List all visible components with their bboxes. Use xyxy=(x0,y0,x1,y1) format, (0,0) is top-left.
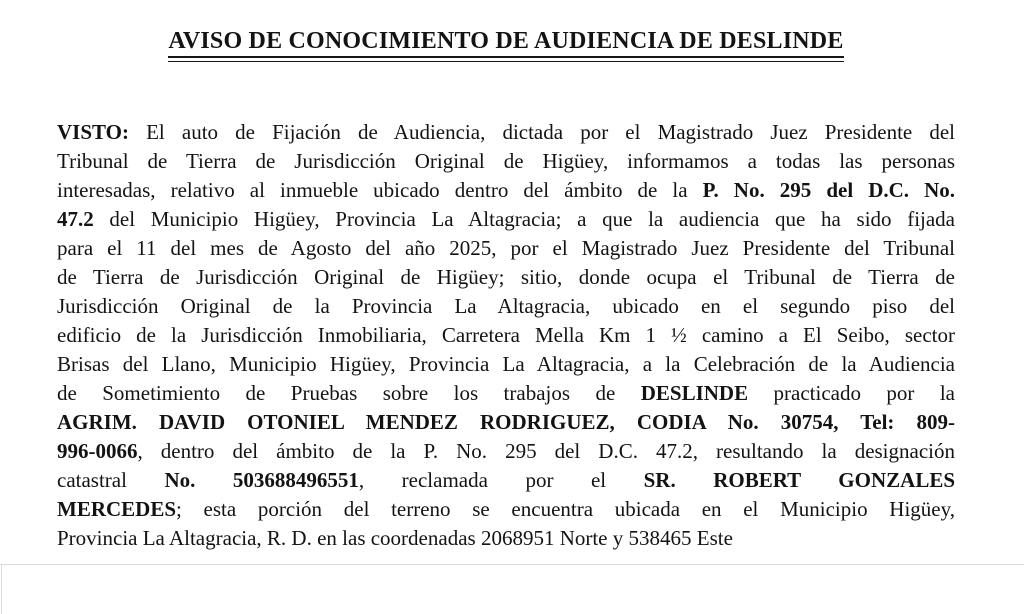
text-line xyxy=(57,437,955,466)
text-segment: catastral xyxy=(57,468,165,492)
bold-text-segment: VISTO: xyxy=(57,120,129,144)
text-line xyxy=(57,524,955,553)
table-cell-border-bottom xyxy=(0,564,1024,565)
text-line xyxy=(57,205,955,234)
text-segment: edificio de la Jurisdicción Inmobiliaria, Carretera Mella Km 1 ½ camino a El Seibo, sector xyxy=(57,323,955,347)
bold-text-segment: 996-0066 xyxy=(57,439,138,463)
title-underline-thin xyxy=(168,28,843,62)
bold-text-segment: SR. ROBERT GONZALES xyxy=(643,468,956,492)
text-line xyxy=(57,234,955,263)
text-segment: Jurisdicción Original de la Provincia La Altagracia, ubicado en el segundo piso del xyxy=(57,294,955,318)
text-segment: interesadas, relativo al inmueble ubicado dentro del ámbito de la xyxy=(57,178,703,202)
text-segment: Tribunal de Tierra de Jurisdicción Original de Higüey, informamos a todas las personas xyxy=(57,149,955,173)
text-segment: , reclamada por el xyxy=(358,468,644,492)
text-segment: ; esta porción del terreno se encuentra ubicada en el Municipio Higüey, xyxy=(176,497,955,521)
document-body xyxy=(57,118,955,553)
text-line xyxy=(57,350,955,379)
text-line xyxy=(57,321,955,350)
text-segment: para el 11 del mes de Agosto del año 2025, por el Magistrado Juez Presidente del Tribunal xyxy=(57,236,955,260)
text-segment: , dentro del ámbito de la P. No. 295 del D.C. 47.2, resultando la designación xyxy=(137,439,955,463)
bold-text-segment: DESLINDE xyxy=(640,381,749,405)
bold-text-segment: 47.2 xyxy=(57,207,94,231)
text-line xyxy=(57,176,955,205)
text-line xyxy=(57,263,955,292)
text-segment: del Municipio Higüey, Provincia La Altagracia; a que la audiencia que ha sido fijada xyxy=(93,207,955,231)
text-line xyxy=(57,118,955,147)
text-segment: de Tierra de Jurisdicción Original de Higüey; sitio, donde ocupa el Tribunal de Tierra de xyxy=(57,265,955,289)
page-title xyxy=(57,28,955,62)
bold-text-segment: P. No. 295 del D.C. No. xyxy=(702,178,956,202)
text-segment: El auto de Fijación de Audiencia, dictada por el Magistrado Juez Presidente del xyxy=(128,120,955,144)
text-line xyxy=(57,147,955,176)
table-cell-border-left xyxy=(1,564,2,614)
text-segment: Brisas del Llano, Municipio Higüey, Provincia La Altagracia, a la Celebración de la Audiencia xyxy=(57,352,955,376)
bold-text-segment: AGRIM. DAVID OTONIEL MENDEZ RODRIGUEZ, CODIA No. 30754, Tel: 809- xyxy=(57,410,955,434)
bold-text-segment: No. 503688496551 xyxy=(164,468,359,492)
text-line xyxy=(57,379,955,408)
text-line xyxy=(57,292,955,321)
text-segment: de Sometimiento de Pruebas sobre los trabajos de xyxy=(57,381,641,405)
text-segment: practicado por la xyxy=(748,381,956,405)
text-segment: Provincia La Altagracia, R. D. en las coordenadas 2068951 Norte y 538465 Este xyxy=(57,526,733,550)
text-line xyxy=(57,408,955,437)
text-line xyxy=(57,466,955,495)
title-text: AVISO DE CONOCIMIENTO DE AUDIENCIA DE DESLINDE xyxy=(168,28,843,58)
bold-text-segment: MERCEDES xyxy=(57,497,177,521)
text-line xyxy=(57,495,955,524)
